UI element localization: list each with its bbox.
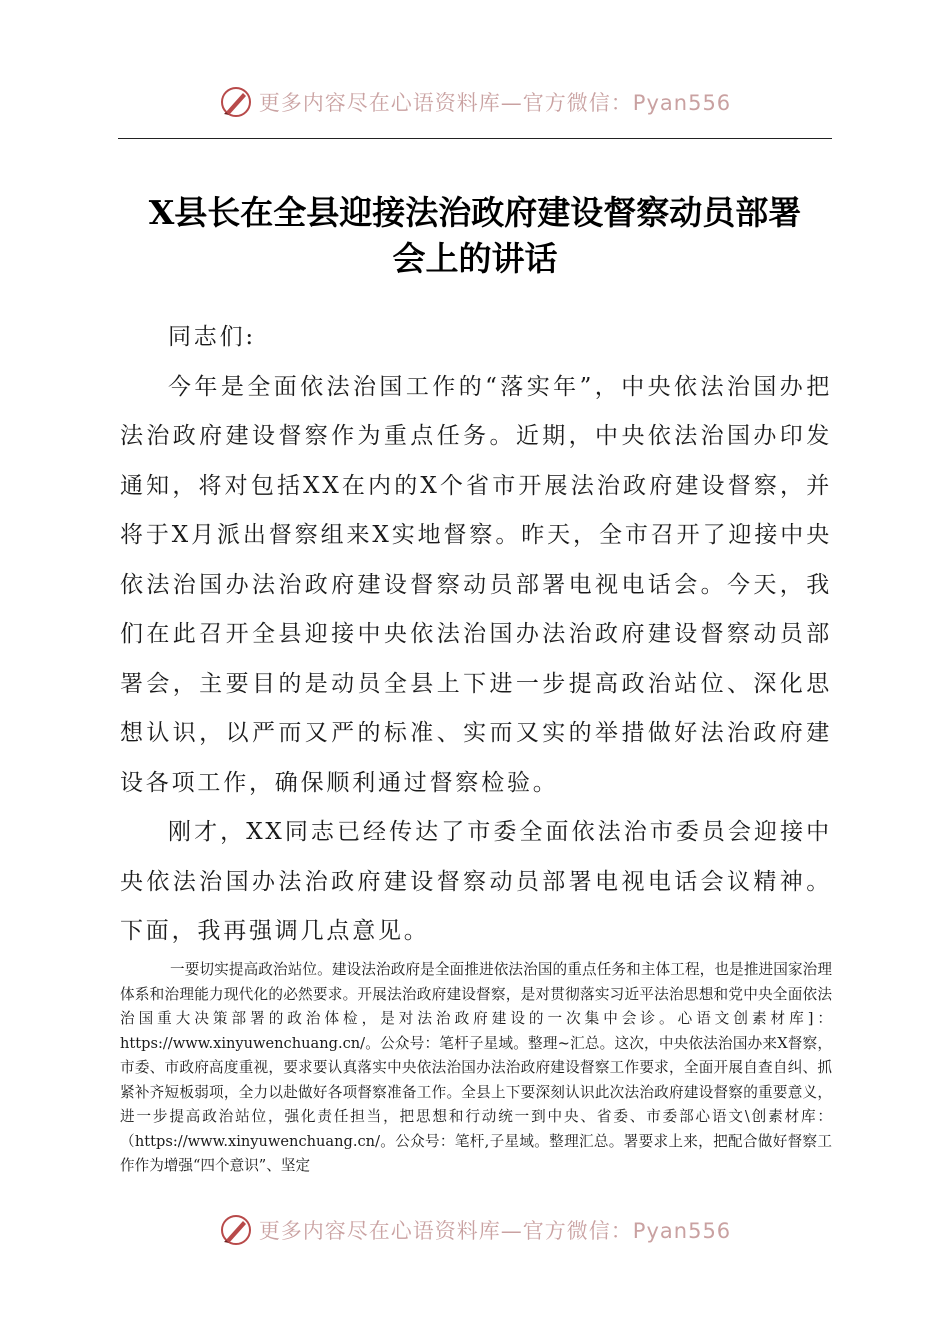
watermark-text: 更多内容尽在心语资料库—官方微信：Pyan556 bbox=[258, 91, 732, 115]
document-title bbox=[100, 190, 850, 282]
footer-watermark bbox=[0, 1210, 950, 1250]
header-divider bbox=[118, 138, 832, 139]
title-line-1: X县长在全县迎接法治政府建设督察动员部署 bbox=[148, 193, 802, 232]
paragraph-small: 一要切实提高政治站位。建设法治政府是全面推进依法治国的重点任务和主体工程，也是推进国家治理体系和治理能力现代化的必然要求。开展法治政府建设督察，是对贯彻落实习近平法治思想和党中央全面依法治国重大决策部署的政治体检，是对法治政府建设的一次集中会诊。心语文创素材库]：https://www.xinyuwenchuang.cn/。公众号：笔杆子星域。整理~汇总。这次，中央依法治国办来X督察，市委、市政府高度重视，要求要认真落实中央依法治国办法治政府建设督察工作要求，全面开展自查自纠、抓紧补齐短板弱项，全力以赴做好各项督察准备工作。全县上下要深刻认识此次法治政府建设督察的重要意义，进一步提高政治站位，强化责任担当，把思想和行动统一到中央、省委、市委部心语文\创素材库：（https://www.xinyuwenchuang.cn/。公众号：笔杆,子星域。整理汇总。署要求上来，把配合做好督察工作作为增强“四个意识”、坚定 bbox=[120, 961, 832, 1174]
watermark-text: 更多内容尽在心语资料库—官方微信：Pyan556 bbox=[258, 1219, 732, 1243]
document-body-small bbox=[120, 958, 832, 1179]
pen-logo-icon bbox=[219, 1213, 253, 1247]
salutation: 同志们: bbox=[168, 324, 256, 350]
header-watermark bbox=[0, 82, 950, 122]
pen-logo-icon bbox=[219, 85, 253, 119]
paragraph: 刚才，XX同志已经传达了市委全面依法治市委员会迎接中央依法治国办法治政府建设督察动员部署电视电话会议精神。下面，我再强调几点意见。 bbox=[120, 819, 832, 944]
paragraph: 今年是全面依法治国工作的“落实年”，中央依法治国办把法治政府建设督察作为重点任务。近期，中央依法治国办印发通知，将对包括XX在内的X个省市开展法治政府建设督察，并将于X月派出督察组来X实地督察。昨天，全市召开了迎接中央依法治国办法治政府建设督察动员部署电视电话会。今天，我们在此召开全县迎接中央依法治国办法治政府建设督察动员部署会，主要目的是动员全县上下进一步提高政治站位、深化思想认识，以严而又严的标准、实而又实的举措做好法治政府建设各项工作，确保顺利通过督察检验。 bbox=[120, 373, 832, 796]
document-body bbox=[120, 313, 832, 957]
title-line-2: 会上的讲话 bbox=[392, 239, 558, 278]
